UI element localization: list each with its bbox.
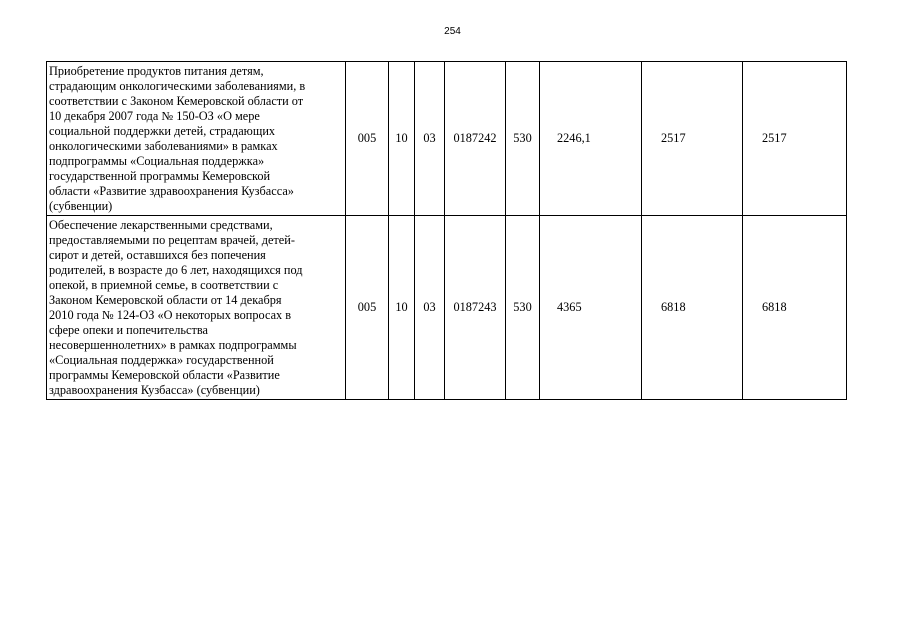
target-article-code: 0187242: [445, 62, 506, 216]
amount-year-2: 2517: [642, 62, 743, 216]
amount-year-3: 2517: [743, 62, 847, 216]
row-description: Обеспечение лекарственными средствами, предоставляемыми по рецептам врачей, детей- сирот и детей, оставшихся без попечения родителей, в возрасте до 6 лет, находящихся под опекой, в приемной семье, в соответствии с Законом Кемеровской области от 14 декабря 2010 года № 124-ОЗ «О некоторых вопросах в сфере опеки и попечительства несовершеннолетних» в рамках подпрограммы «Социальная поддержка» государственной программы Кемеровской области «Развитие здравоохранения Кузбасса» (субвенции): [47, 216, 346, 400]
subsection-code: 03: [415, 216, 445, 400]
table-row: [47, 216, 847, 400]
ministry-code: 005: [346, 62, 389, 216]
page-number: 254: [444, 26, 461, 37]
section-code: 10: [389, 62, 415, 216]
expense-type-code: 530: [506, 216, 540, 400]
row-description: Приобретение продуктов питания детям, страдающим онкологическими заболеваниями, в соответствии с Законом Кемеровской области от 10 декабря 2007 года № 150-ОЗ «О мере социальной поддержки детей, страдающих онкологическими заболеваниями» в рамках подпрограммы «Социальная поддержка» государственной программы Кемеровской области «Развитие здравоохранения Кузбасса» (субвенции): [47, 62, 346, 216]
amount-year-3: 6818: [743, 216, 847, 400]
section-code: 10: [389, 216, 415, 400]
expense-type-code: 530: [506, 62, 540, 216]
amount-year-1: 4365: [540, 216, 642, 400]
table-row: [47, 62, 847, 216]
subsection-code: 03: [415, 62, 445, 216]
ministry-code: 005: [346, 216, 389, 400]
amount-year-1: 2246,1: [540, 62, 642, 216]
amount-year-2: 6818: [642, 216, 743, 400]
target-article-code: 0187243: [445, 216, 506, 400]
budget-table: [46, 61, 847, 400]
